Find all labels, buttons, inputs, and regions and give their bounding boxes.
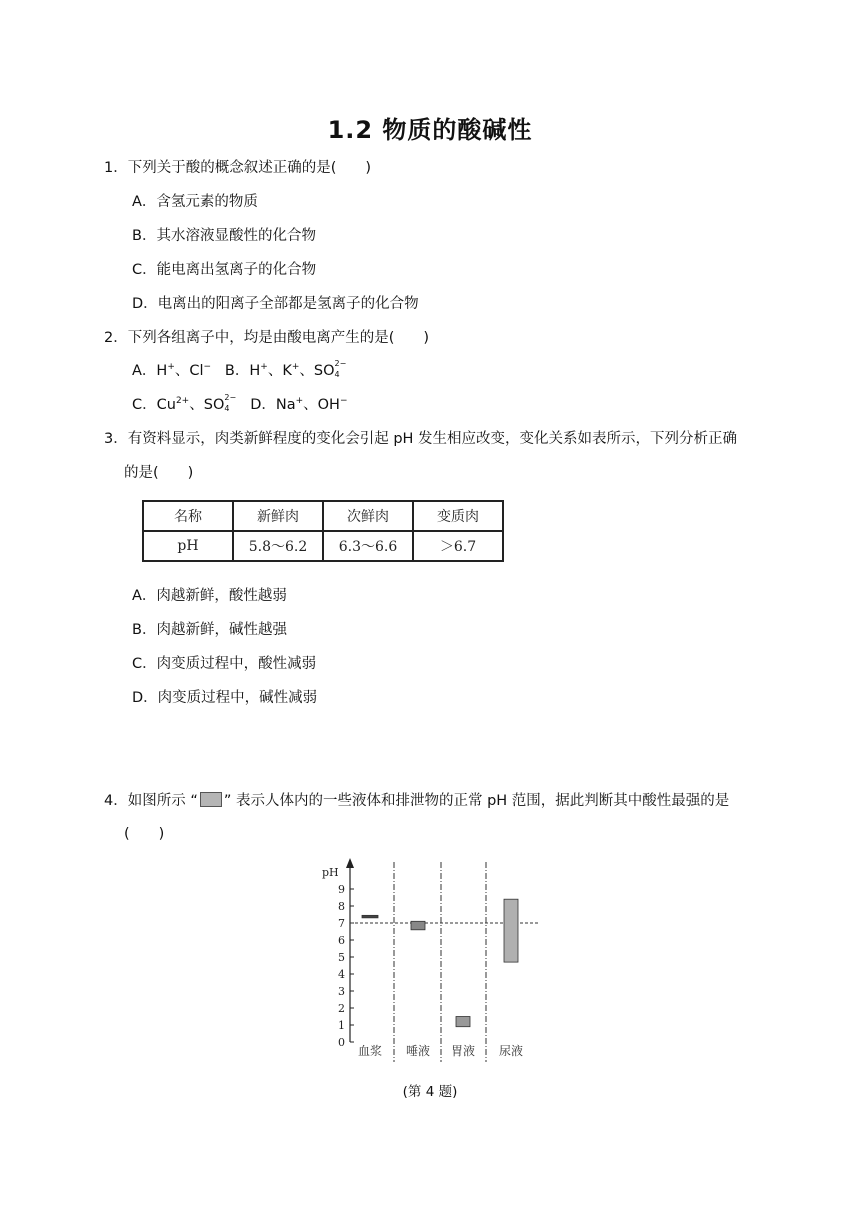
ph-range-chart (318, 852, 548, 1067)
y-tick-label: 9 (338, 883, 345, 896)
figure-caption: (第 4 题) (402, 1084, 458, 1100)
table-cell: 6.3～6.6 (323, 531, 413, 561)
table-cell: 5.8～6.2 (233, 531, 323, 561)
table-row (143, 531, 503, 561)
y-tick-label: 2 (338, 1002, 345, 1015)
legend-swatch-icon (200, 792, 222, 807)
y-tick-label: 6 (338, 934, 345, 947)
table-cell: 次鲜肉 (323, 501, 413, 531)
q4-stem-line1: 4．如图所示 “ ” 表示人体内的一些液体和排泄物的正常 pH 范围，据此判断其中酸性最强的是 (104, 793, 730, 809)
page-title: 1.2 物质的酸碱性 (327, 116, 533, 144)
q3-option-b[interactable]: B．肉越新鲜，碱性越强 (132, 622, 287, 638)
range-bar (411, 921, 425, 930)
range-bar (362, 915, 378, 918)
table-header-row (143, 501, 503, 531)
q3-option-a[interactable]: A．肉越新鲜，酸性越弱 (132, 588, 287, 604)
meat-ph-table (142, 500, 504, 562)
range-bar (456, 1017, 470, 1027)
range-bar (504, 899, 518, 962)
y-axis-arrow-icon (346, 858, 354, 868)
table-cell: pH (143, 531, 233, 561)
q1-option-d[interactable]: D．电离出的阳离子全部都是氢离子的化合物 (132, 296, 419, 312)
category-label: 胃液 (450, 1044, 476, 1058)
table-cell: ＞6.7 (413, 531, 503, 561)
category-label: 唾液 (405, 1044, 431, 1058)
y-axis-label: pH (322, 866, 339, 879)
y-tick-label: 7 (338, 917, 345, 930)
y-tick-label: 0 (338, 1036, 345, 1049)
y-tick-label: 4 (338, 968, 345, 981)
q1-option-c[interactable]: C．能电离出氢离子的化合物 (132, 262, 317, 278)
y-tick-label: 3 (338, 985, 345, 998)
q4-stem-line2: ( ) (124, 826, 165, 842)
q1-option-a[interactable]: A．含氢元素的物质 (132, 194, 258, 210)
q1-stem: 1．下列关于酸的概念叙述正确的是( ) (104, 160, 372, 176)
q3-option-c[interactable]: C．肉变质过程中，酸性减弱 (132, 656, 317, 672)
q3-option-d[interactable]: D．肉变质过程中，碱性减弱 (132, 690, 318, 706)
category-label: 尿液 (498, 1044, 524, 1058)
y-tick-label: 8 (338, 900, 345, 913)
q3-stem-line1: 3．有资料显示，肉类新鲜程度的变化会引起 pH 发生相应改变，变化关系如表所示，下列分析正确 (104, 431, 738, 447)
q2-options-cd[interactable]: C．$Cu^{2+}$、SO 2− 4 D．Na+、OH− (132, 393, 348, 413)
q1-option-b[interactable]: B．其水溶液显酸性的化合物 (132, 228, 316, 244)
table-cell: 名称 (143, 501, 233, 531)
table-cell: 变质肉 (413, 501, 503, 531)
y-tick-label: 5 (338, 951, 345, 964)
y-tick-label: 1 (338, 1019, 345, 1032)
q2-stem: 2．下列各组离子中，均是由酸电离产生的是( ) (104, 330, 430, 346)
category-label: 血浆 (357, 1044, 383, 1058)
q2-options-ab[interactable]: A．H+、Cl− B．H+、K+、SO 2− 4 (132, 359, 347, 379)
q3-stem-line2: 的是( ) (124, 465, 194, 481)
table-cell: 新鲜肉 (233, 501, 323, 531)
